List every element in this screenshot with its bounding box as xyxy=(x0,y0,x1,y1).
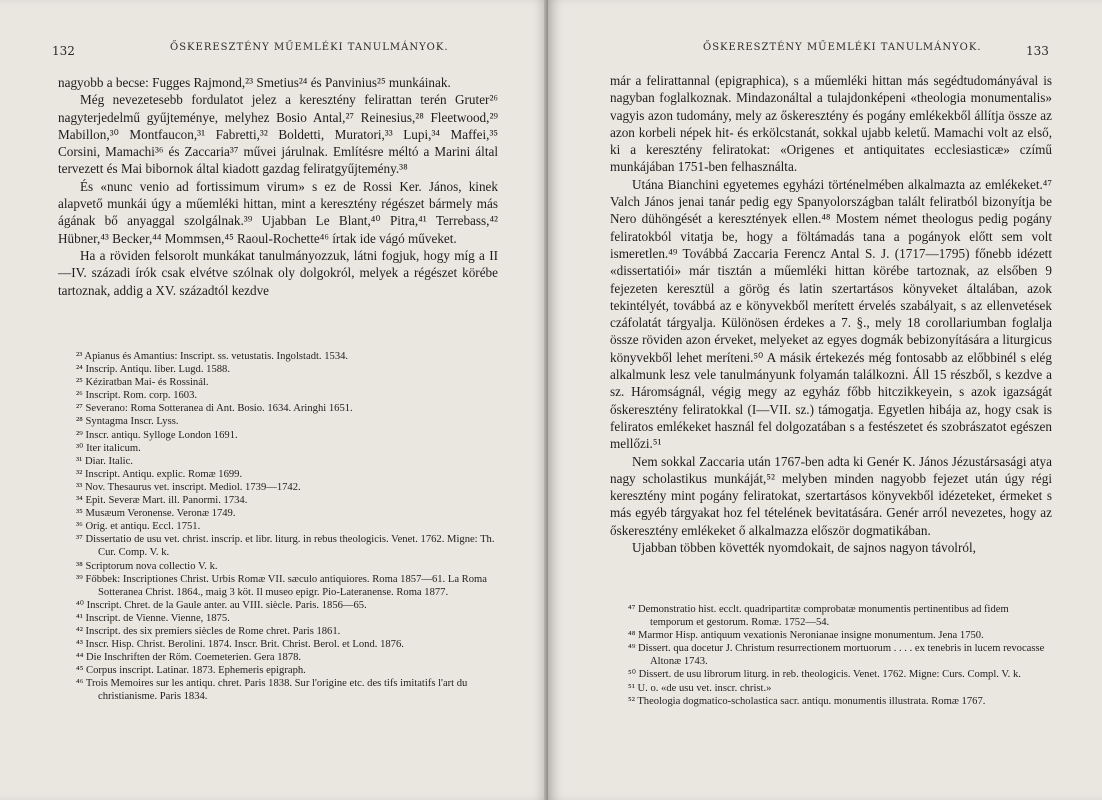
paragraph: Utána Bianchini egyetemes egyházi történelmében alkalmazta az emlékeket.⁴⁷ Valch János jenai tanár pedig egy Spanyolországban talált feliratból bizonyítja be Nero dühöngését a keresztények ellen.⁴⁸ Mostem német theologus pedig pogány feliratokból vitatja be, hogy a föltámadás tana a pogányok előtt sem volt ismeretlen.⁴⁹ Továbbá Zaccaria Ferencz Antal S. J. (1717—1795) főnebb idézett «dissertatiói» már tisztán a műemléki hittan körébe tartoznak, az elsőben 9 fejezeten keresztül a görög és latin szertartásos könyveket általában, azok tekintélyét, továbbá az e könyvekből merített érvelés szabályait, s az ellenvetések czáfolatát tárgyalja. Különösen érdekes a 7. §., mely 18 corollariumban foglalja össze röviden azon érveket, melyeket az egyes dogmák bebizonyítására a liturgicus könyvekből lehet meríteni.⁵⁰ A másik értekezés még fontosabb az előbbinél s elég alkalmunk lesz vele tanulmányunk folyamán találkozni. Áll 15 részből, s kezdve a sz. Háromságnál, végig megy az egyház főbb hitczikkeyein, s azok igazságát őskeresztény feliratokkal (I—VII. sz.) támogatja. Egyetlen hibája az, hogy csak is feliratos emlékeket használ fel dolgozatában s a festészetet és szobrászatot egészen mellőzi.⁵¹ xyxy=(610,176,1052,452)
footnote: ³⁰ Iter italicum. xyxy=(76,442,141,454)
footnote: ²⁵ Kéziratban Mai- és Rossinál. xyxy=(76,377,209,389)
footnote: ⁴⁹ Dissert. qua docetur J. Christum resurrectionem mortuorum . . . . ex tenebris in lucem revocasse Altonæ 1743. xyxy=(628,643,1045,668)
footnote: ⁵⁰ Dissert. de usu librorum liturg. in reb. theologicis. Venet. 1762. Migne: Curs. Compl. V. k. xyxy=(628,669,1021,681)
footnote: ⁵² Theologia dogmatico-scholastica sacr. antiqu. monumentis illustrata. Romæ 1767. xyxy=(628,695,986,707)
footnote: ⁴⁸ Marmor Hisp. antiquum vexationis Neronianae insigne monumentum. Jena 1750. xyxy=(628,630,984,642)
footnote: ³² Inscript. Antiqu. explic. Romæ 1699. xyxy=(76,468,243,480)
page-number: 133 xyxy=(1026,44,1049,58)
paragraph: Nem sokkal Zaccaria után 1767-ben adta ki Genér K. János Jézustársasági atya nagy scholastikus munkáját,⁵² melyben minden nagyobb fejezet után úgy régi keresztény mint pogány feliratokat, szertartásos könyvekből idézeteket, érmeket s más egyéb tárgyakat hoz fel tételének bevitatására. Genér arról nevezetes, hogy az őskeresztény emlékeket ő alkalmazza először dogmatikában. xyxy=(610,453,1052,538)
footnote: ³¹ Diar. Italic. xyxy=(76,455,133,467)
footnotes xyxy=(610,603,1052,708)
footnote: ²⁴ Inscrip. Antiqu. liber. Lugd. 1588. xyxy=(76,364,230,376)
footnote: ⁴⁴ Die Inschriften der Röm. Coemeterien. Gera 1878. xyxy=(76,652,302,664)
paragraph: Ujabban többen követték nyomdokait, de sajnos nagyon távolról, xyxy=(632,540,976,556)
paragraph: már a felirattannal (epigraphica), s a műemléki hittan más segédtudományával is nagyban foglalkoznak. Mindazonáltal a tulajdonképeni «theologia monumentalis» vagyis azon tudomány, mely az őskeresztény és pogány emlékekből állítja össze az azon korbeli népek hit- és erkölcstanát, sokkal ujabb keletű. Mamachi volt az első, ki a keresztény feliratokat: «Origenes et antiquitates ecclesiasticæ» czímű munkájában 1751-ben felhasználta. xyxy=(610,73,1052,175)
footnote: ⁵¹ U. o. «de usu vet. inscr. christ.» xyxy=(628,682,772,694)
footnote: ⁴⁶ Trois Memoires sur les antiqu. chret. Paris 1838. Sur l'origine etc. des tifs imitatifs l'art du christianisme. Paris 1834. xyxy=(76,678,468,703)
footnote: ³⁹ Főbbek: Inscriptiones Christ. Urbis Romæ VII. sæculo antiquiores. Roma 1857—61. La Roma Sotteranea Christ. 1864., maig 3 köt. Il museo epigr. Pio-Lateranense. Roma 1877. xyxy=(76,573,487,598)
footnote: ²³ Apianus és Amantius: Inscript. ss. vetustatis. Ingolstadt. 1534. xyxy=(76,351,349,362)
footnote: ³⁷ Dissertatio de usu vet. christ. inscrip. et libr. liturg. in rebus theologicis. Venet. 1762. Migne: Th. Cur. Comp. V. k. xyxy=(76,534,495,559)
footnotes xyxy=(58,350,498,704)
paragraph: Még nevezetesebb fordulatot jelez a keresztény felirattan terén Gruter²⁶ nagyterjedelmű gyűjteménye, melyhez Bosio Antal,²⁷ Reinesius,²⁸ Fleetwood,²⁹ Mabillon,³⁰ Montfaucon,³¹ Fabretti,³² Boldetti, Muratori,³³ Lupi,³⁴ Maffei,³⁵ Corsini, Mamachi³⁶ és Zaccaria³⁷ művei járulnak. Említésre méltó a Marini által tervezett és Mai bibornok által kiadott gazdag feliratgyűjtemény.³⁸ xyxy=(58,92,498,177)
running-header: ŐSKERESZTÉNY MŰEMLÉKI TANULMÁNYOK. xyxy=(170,42,449,53)
footnote: ⁴⁷ Demonstratio hist. ecclt. quadripartitæ comprobatæ monumentis pertinentibus ad fidem temporum et gestorum. Romæ. 1752—54. xyxy=(628,604,1009,629)
footnote: ³⁴ Epit. Severæ Mart. ill. Panormi. 1734. xyxy=(76,495,248,507)
footnote: ²⁷ Severano: Roma Sotteranea di Ant. Bosio. 1634. Aringhi 1651. xyxy=(76,403,353,415)
footnote: ²⁸ Syntagma Inscr. Lyss. xyxy=(76,416,179,428)
right-page xyxy=(548,0,1102,800)
footnote: ⁴² Inscript. des six premiers siècles de Rome chret. Paris 1861. xyxy=(76,625,341,637)
paragraph: nagyobb a becse: Fugges Rajmond,²³ Smetius²⁴ és Panvinius²⁵ munkáinak. xyxy=(58,75,451,90)
footnote: ²⁹ Inscr. antiqu. Sylloge London 1691. xyxy=(76,429,238,441)
left-page xyxy=(0,0,548,800)
running-header: ŐSKERESZTÉNY MŰEMLÉKI TANULMÁNYOK. xyxy=(703,42,982,53)
footnote: ³⁶ Orig. et antiqu. Eccl. 1751. xyxy=(76,521,201,533)
footnote: ³⁸ Scriptorum nova collectio V. k. xyxy=(76,560,218,572)
footnote: ³³ Nov. Thesaurus vet. inscript. Mediol. 1739—1742. xyxy=(76,481,301,493)
paragraph: Ha a röviden felsorolt munkákat tanulmányozzuk, látni fogjuk, hogy míg a II—IV. századi írók csak elvétve szólnak oly dolgokról, melyek a régészet körébe tartoznak, addig a XV. századtól kezdve xyxy=(58,247,498,298)
paragraph: És «nunc venio ad fortissimum virum» s ez de Rossi Ker. János, kinek alapvető munkái úgy a műemléki hittan, mint a keresztény régészet bármely más ágának bő anyaggal szolgálnak.³⁹ Ujabban Le Blant,⁴⁰ Pitra,⁴¹ Terrebass,⁴² Hübner,⁴³ Becker,⁴⁴ Mommsen,⁴⁵ Raoul-Rochette⁴⁶ írtak ide vágó műveket. xyxy=(58,178,498,246)
footnote: ⁴⁰ Inscript. Chret. de la Gaule anter. au VIII. siècle. Paris. 1856—65. xyxy=(76,599,367,611)
footnote: ³⁵ Musæum Veronense. Veronæ 1749. xyxy=(76,508,236,520)
footnote: ⁴³ Inscr. Hisp. Christ. Berolini. 1874. Inscr. Brit. Christ. Berol. et Lond. 1876. xyxy=(76,639,404,651)
body-text xyxy=(610,72,1052,556)
footnote: ⁴⁵ Corpus inscript. Latinar. 1873. Ephemeris epigraph. xyxy=(76,665,306,677)
page-number: 132 xyxy=(52,44,75,58)
footnote: ⁴¹ Inscript. de Vienne. Vienne, 1875. xyxy=(76,612,230,624)
footnote: ²⁶ Inscript. Rom. corp. 1603. xyxy=(76,390,198,402)
body-text xyxy=(58,74,498,299)
